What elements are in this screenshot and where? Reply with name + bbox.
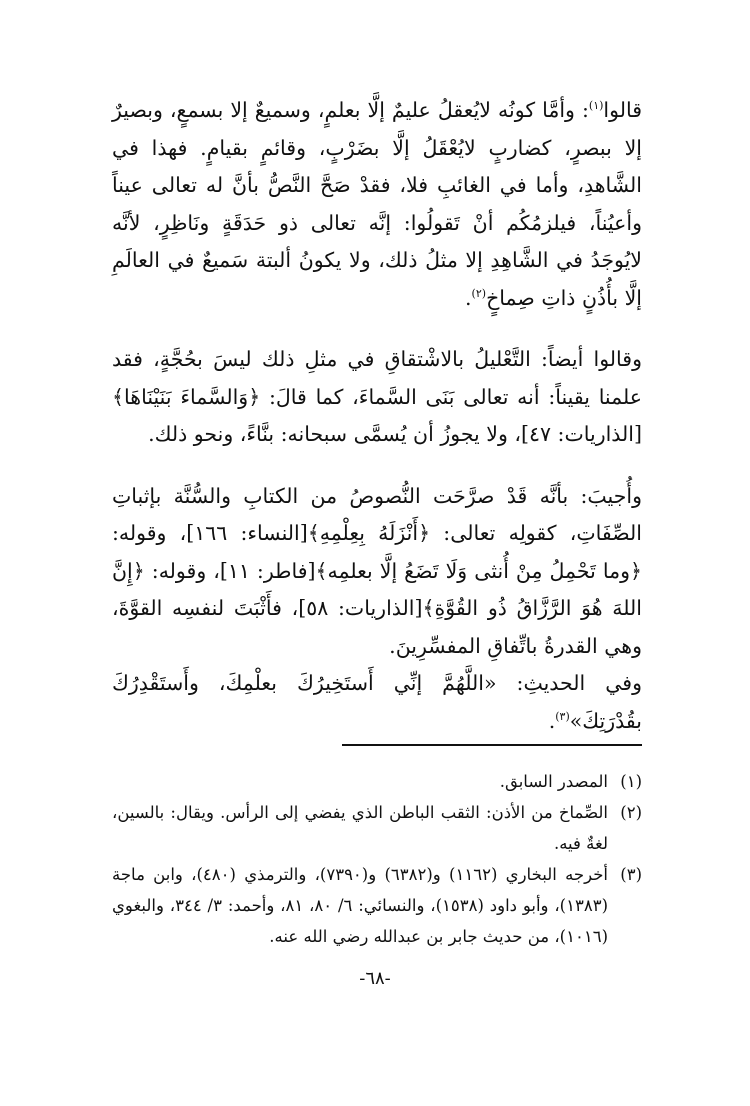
footnote-3 — [112, 859, 642, 952]
footnote-divider — [342, 744, 642, 746]
footnote-1 — [112, 766, 642, 797]
paragraph-1: قالوا$^{(١)}$: وأمَّا كونُه لايُعقلُ عليمٌ إلَّا بعلمٍ، وسميعٌ إلا بسمعٍ، وبصيرٌ إلا ببصرٍ، كضاربٍ لايُعْقَلُ إلَّا بضَرْبٍ، وقائمٍ بقيامٍ. فهذا في الشَّاهدِ، وأما في الغائبِ فلا، فقدْ صَحَّ النَّصُّ بأنَّ له تعالى عيناً وأعيُناً، فيلزمُكُم أنْ تَقولُوا: إنَّه تعالى ذو حَدَقَةٍ ونَاظِرٍ، لأنَّه لايُوجَدُ في الشَّاهِدِ إلا مثلُ ذلك، ولا يكونُ ألبتة سَميعٌ في العالَمِ إلَّا بأُذُنٍ ذاتِ صِماخٍ$^{(٢)}$. — [112, 98, 642, 310]
paragraph-4-text: وفي الحديثِ: «اللَّهُمَّ إنِّي أَستَخِيرُكَ بعلْمِكَ، وأَستَقْدِرُكَ بقُدْرَتِكَ» — [112, 671, 642, 733]
paragraph-1-text: قالوا$^{(١)}$: وأمَّا كونُه لايُعقلُ عليمٌ إلَّا بعلمٍ، وسميعٌ إلا بسمعٍ، وبصيرٌ إلا ببصرٍ، كضاربٍ لايُعْقَلُ إلَّا بضَرْبٍ، وقائمٍ بقيامٍ. فهذا في الشَّاهدِ، وأما في الغائبِ فلا، فقدْ صَحَّ النَّصُّ بأنَّ له تعالى عيناً وأعيُناً، فيلزمُكُم أنْ تَقولُوا: إنَّه تعالى ذو حَدَقَةٍ ونَاظِرٍ، لأنَّه لايُوجَدُ في الشَّاهِدِ إلا مثلُ ذلك، ولا يكونُ ألبتة سَميعٌ في العالَمِ إلَّا بأُذُنٍ ذاتِ صِماخٍ — [112, 98, 642, 310]
paragraph-4: وفي الحديثِ: «اللَّهُمَّ إنِّي أَستَخِيرُكَ بعلْمِكَ، وأَستَقْدِرُكَ بقُدْرَتِكَ»$^{(٣)}$. — [112, 671, 642, 733]
page-number: -٦٨- — [359, 968, 391, 989]
paragraph-2-text: وقالوا أيضاً: التَّعْليلُ بالاشْتقاقِ في مثلِ ذلك ليسَ بحُجَّةٍ، فقد علمنا يقيناً: أنه تعالى بَنَى السَّماءَ، كما قالَ: ﴿وَالسَّماءَ بَنَيْنَاهَا﴾[الذاريات: ٤٧]، ولا يجوزُ أن يُسمَّى سبحانه: بنَّاءً، ونحو ذلك. — [112, 347, 642, 446]
footnote-number: (٢) — [620, 803, 642, 822]
footnote-ref-3: (٣) — [555, 709, 570, 723]
paragraph-3-text: وأُجيبَ: بأنَّه قَدْ صرَّحَت النُّصوصُ من الكتابِ والسُّنَّة بإثباتِ الصِّفَاتِ، كقولِه تعالى: ﴿أَنْزَلَهُ بِعِلْمِهِ﴾[النساء: ١٦٦]، وقوله: ﴿وما تَحْمِلُ مِنْ أُنثى وَلَا تَضَعُ إلَّا بعلمِه﴾[فاطر: ١١]، وقوله: ﴿إِنَّ اللهَ هُوَ الرَّزَّاقُ ذُو القُوَّةِ﴾[الذاريات: ٥٨]، فأَثْبَتَ لنفسِه القوَّةَ، وهي القدرةُ باتِّفاقِ المفسِّرِينَ. — [112, 483, 643, 658]
footnote-ref-2: (٢) — [471, 286, 487, 300]
footnote-text: أخرجه البخاري (١١٦٢) و(٦٣٨٢) و(٧٣٩٠)، والترمذي (٤٨٠)، وابن ماجة (١٣٨٣)، وأبو داود (١٥٣٨)، والنسائي: ٦/ ٨٠، ٨١، وأحمد: ٣/ ٣٤٤، والبغوي (١٠١٦)، من حديث جابر بن عبدالله رضي الله عنه. — [112, 865, 609, 946]
paragraph-2 — [112, 341, 642, 454]
paragraph-3 — [112, 478, 642, 666]
footnote-text: الصِّماخ من الأذن: الثقب الباطن الذي يفضي إلى الرأس. ويقال: بالسين، لغةٌ فيه. — [112, 803, 608, 853]
footnote-text: المصدر السابق. — [499, 772, 608, 791]
main-text — [112, 92, 642, 740]
footnotes — [112, 766, 642, 952]
footnote-number: (٣) — [620, 865, 642, 884]
footnote-ref-1: (١) — [588, 99, 604, 113]
footnote-number: (١) — [620, 772, 642, 791]
footnote-2 — [112, 797, 642, 859]
